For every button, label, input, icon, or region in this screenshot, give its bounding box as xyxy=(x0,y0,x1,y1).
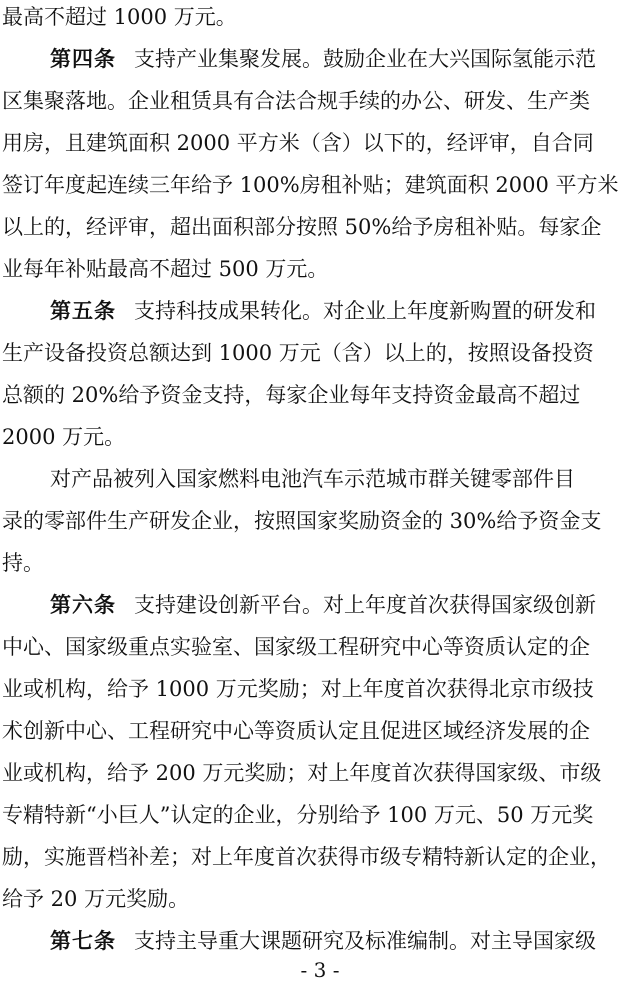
text-line: 最高不超过 1000 万元。 xyxy=(2,5,237,29)
article-5-text: 支持科技成果转化。对企业上年度新购置的研发和 xyxy=(134,299,596,323)
article-5-line xyxy=(50,298,596,324)
text-line: 业或机构，给予 200 万元奖励；对上年度首次获得国家级、市级 xyxy=(2,761,602,785)
text-line: 中心、国家级重点实验室、国家级工程研究中心等资质认定的企 xyxy=(2,635,590,659)
article-6-heading: 第六条 xyxy=(50,593,116,617)
article-7-heading: 第七条 xyxy=(50,929,116,953)
article-6-line xyxy=(50,592,596,618)
text-line: 给予 20 万元奖励。 xyxy=(2,887,190,911)
article-7-text: 支持主导重大课题研究及标准编制。对主导国家级 xyxy=(134,929,596,953)
text-line: 专精特新“小巨人”认定的企业，分别给予 100 万元、50 万元奖 xyxy=(2,803,594,827)
text-line: 录的零部件生产研发企业，按照国家奖励资金的 30%给予资金支 xyxy=(2,509,602,533)
article-6-text: 支持建设创新平台。对上年度首次获得国家级创新 xyxy=(134,593,596,617)
text-line: 持。 xyxy=(2,551,44,575)
text-line: 业或机构，给予 1000 万元奖励；对上年度首次获得北京市级技 xyxy=(2,677,594,701)
text-line: 2000 万元。 xyxy=(2,425,126,449)
article-5-heading: 第五条 xyxy=(50,299,116,323)
article-4-heading: 第四条 xyxy=(50,47,116,71)
text-line: 总额的 20%给予资金支持，每家企业每年支持资金最高不超过 xyxy=(2,383,581,407)
text-line: 业每年补贴最高不超过 500 万元。 xyxy=(2,257,329,281)
text-line: 区集聚落地。企业租赁具有合法合规手续的办公、研发、生产类 xyxy=(2,89,590,113)
text-line: 术创新中心、工程研究中心等资质认定且促进区域经济发展的企 xyxy=(2,719,590,743)
page-number: - 3 - xyxy=(300,958,340,982)
text-line: 励，实施晋档补差；对上年度首次获得市级专精特新认定的企业， xyxy=(2,845,611,869)
text-line: 签订年度起连续三年给予 100%房租补贴；建筑面积 2000 平方米 xyxy=(2,173,619,197)
article-4-line xyxy=(50,46,596,72)
article-4-text: 支持产业集聚发展。鼓励企业在大兴国际氢能示范 xyxy=(134,47,596,71)
text-line: 生产设备投资总额达到 1000 万元（含）以上的，按照设备投资 xyxy=(2,341,594,365)
text-line: 对产品被列入国家燃料电池汽车示范城市群关键零部件目 xyxy=(50,467,575,491)
article-7-line xyxy=(50,928,596,954)
text-line: 以上的，经评审，超出面积部分按照 50%给予房租补贴。每家企 xyxy=(2,215,602,239)
text-line: 用房，且建筑面积 2000 平方米（含）以下的，经评审，自合同 xyxy=(2,131,594,155)
